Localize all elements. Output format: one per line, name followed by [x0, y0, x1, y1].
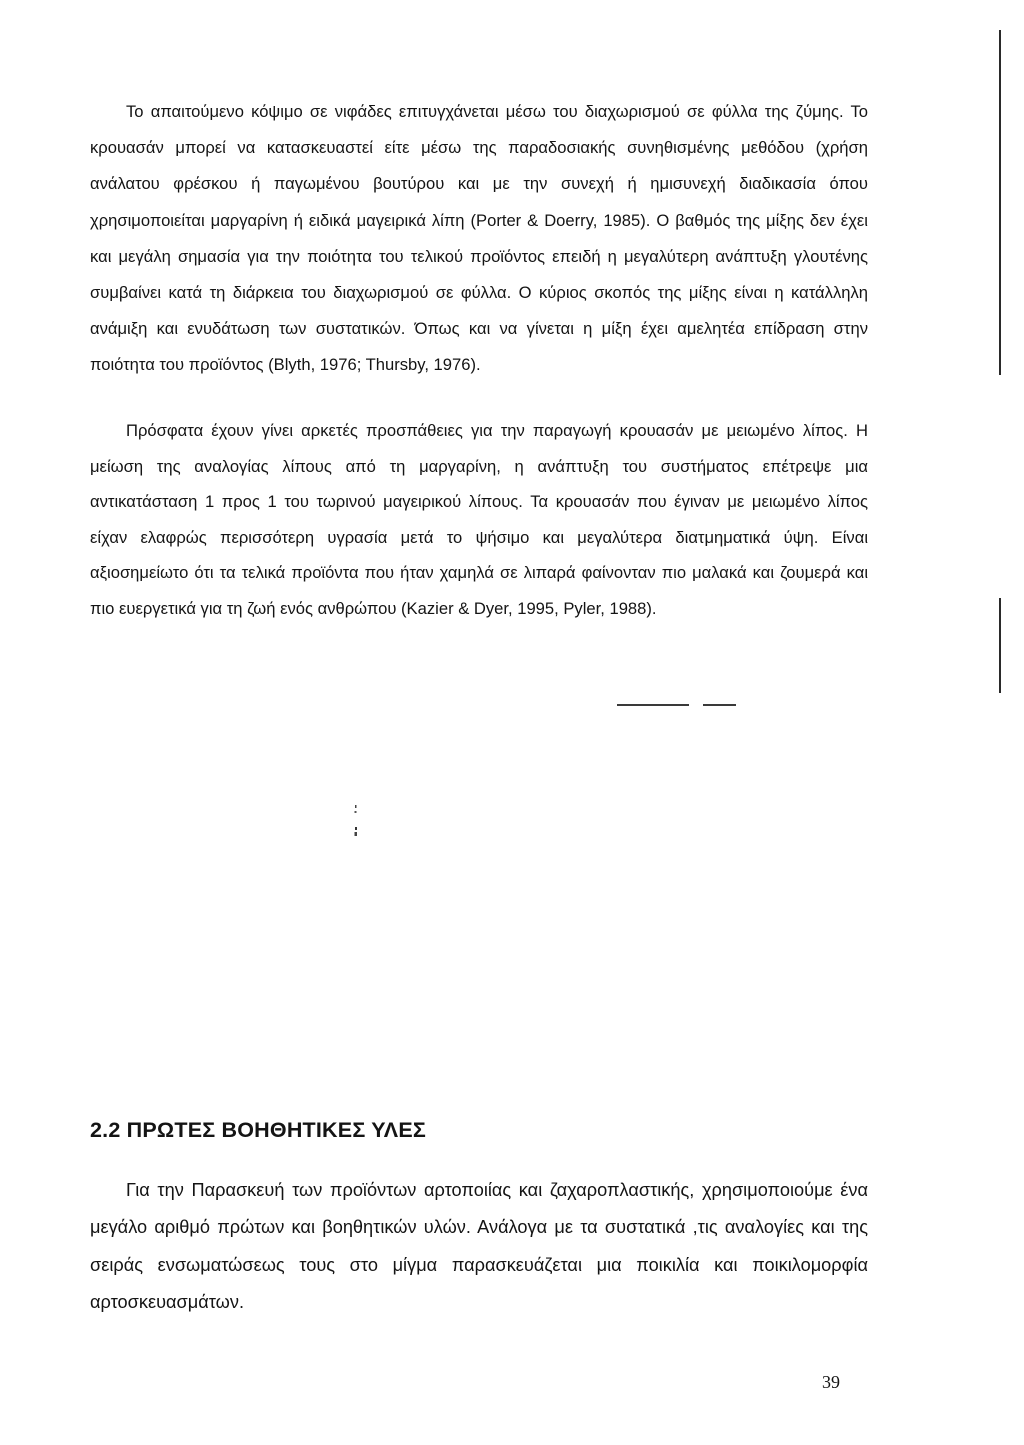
section-heading: 2.2 ΠΡΩΤΕΣ ΒΟΗΘΗΤΙΚΕΣ ΥΛΕΣ [90, 1118, 426, 1142]
scan-edge-line [999, 598, 1001, 693]
scan-dash-mark [617, 704, 689, 706]
body-paragraph-1: Το απαιτούμενο κόψιμο σε νιφάδες επιτυγχάνεται μέσω του διαχωρισμού σε φύλλα της ζύμης. Το κρουασάν μπορεί να κατασκευαστεί είτε μέσω της παραδοσιακής συνηθισμένης μεθόδου (χρήση ανάλατου φρέσκου ή παγωμένου βουτύρου και με την συνεχή ή ημισυνεχή διαδικασία όπου χρησιμοποιείται μαργαρίνη ή ειδικά μαγειρικά λίπη (Porter & Doerry, 1985). Ο βαθμός της μίξης δεν έχει και μεγάλη σημασία για την ποιότητα του τελικού προϊόντος επειδή η μεγαλύτερη ανάπτυξη γλουτένης συμβαίνει κατά τη διάρκεια του διαχωρισμού σε φύλλα. Ο κύριος σκοπός της μίξης είναι η κατάλληλη ανάμιξη και ενυδάτωση των συστατικών. Όπως και να γίνεται η μίξη έχει αμελητέα επίδραση στην ποιότητα του προϊόντος (Blyth, 1976; Thursby, 1976). [90, 102, 868, 375]
body-paragraph-2: Πρόσφατα έχουν γίνει αρκετές προσπάθειες για την παραγωγή κρουασάν με μειωμένο λίπος. Η μείωση της αναλογίας λίπους από τη μαργαρίνη, η ανάπτυξη του συστήματος επέτρεψε μια αντικατάσταση 1 προς 1 του τωρινού μαγειρικού λίπους. Τα κρουασάν που έγιναν με μειωμένο λίπος είχαν ελαφρώς περισσότερη υγρασία μετά το ψήσιμο και μεγαλύτερα διατμηματικά ύψη. Είναι αξιοσημείωτο ότι τα τελικά προϊόντα που ήταν χαμηλά σε λιπαρά φαίνονταν πιο μαλακά και ζουμερά και πιο ευεργετικά για τη ζωή ενός ανθρώπου (Kazier & Dyer, 1995, Pyler, 1988). [90, 421, 868, 618]
page-number: 39 [822, 1372, 840, 1392]
scan-speck-mark [354, 805, 358, 837]
scan-edge-line [999, 30, 1001, 375]
scan-dash-mark [703, 704, 736, 706]
body-paragraph-3: Για την Παρασκευή των προϊόντων αρτοποιίας και ζαχαροπλαστικής, χρησιμοποιούμε ένα μεγάλο αριθμό πρώτων και βοηθητικών υλών. Ανάλογα με τα συστατικά ,τις αναλογίες και της σειράς ενσωματώσεως τους στο μίγμα παρασκευάζεται μια ποικιλία και ποικιλομορφία αρτοσκευασμάτων. [90, 1180, 868, 1312]
